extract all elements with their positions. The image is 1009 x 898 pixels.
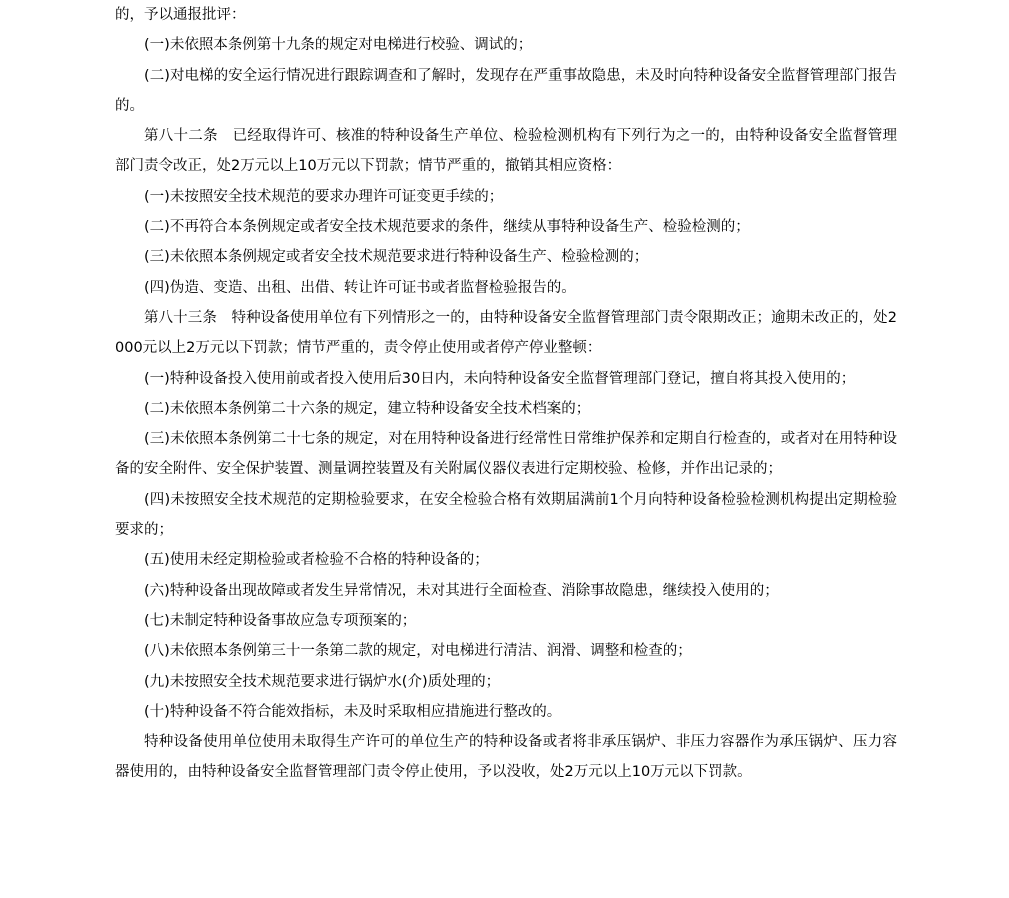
paragraph-8: 第八十三条 特种设备使用单位有下列情形之一的，由特种设备安全监督管理部门责令限期改正；逾期未改正的，处2000元以上2万元以下罚款；情节严重的，责令停止使用或者停产停业整顿： bbox=[115, 309, 897, 357]
paragraph-19: 特种设备使用单位使用未取得生产许可的单位生产的特种设备或者将非承压锅炉、非压力容器作为承压锅炉、压力容器使用的，由特种设备安全监督管理部门责令停止使用，予以没收，处2万元以上10万元以下罚款。 bbox=[115, 734, 897, 781]
paragraph-13: (五)使用未经定期检验或者检验不合格的特种设备的； bbox=[144, 552, 489, 569]
paragraph-12: (四)未按照安全技术规范的定期检验要求，在安全检验合格有效期届满前1个月向特种设备检验检测机构提出定期检验要求的； bbox=[115, 491, 897, 539]
paragraph-18: (十)特种设备不符合能效指标，未及时采取相应措施进行整改的。 bbox=[144, 703, 562, 720]
paragraph-17: (九)未按照安全技术规范要求进行锅炉水(介)质处理的； bbox=[144, 673, 501, 690]
paragraph-14: (六)特种设备出现故障或者发生异常情况，未对其进行全面检查、消除事故隐患，继续投入使用的； bbox=[144, 582, 779, 599]
paragraph-4: (一)未按照安全技术规范的要求办理许可证变更手续的； bbox=[144, 188, 504, 205]
paragraph-3: 第八十二条 已经取得许可、核准的特种设备生产单位、检验检测机构有下列行为之一的，由特种设备安全监督管理部门责令改正，处2万元以上10万元以下罚款；情节严重的，撤销其相应资格： bbox=[115, 128, 897, 175]
paragraph-5: (二)不再符合本条例规定或者安全技术规范要求的条件，继续从事特种设备生产、检验检测的； bbox=[144, 219, 750, 236]
document-body bbox=[115, 0, 897, 788]
paragraph-9: (一)特种设备投入使用前或者投入使用后30日内，未向特种设备安全监督管理部门登记，擅自将其投入使用的； bbox=[144, 370, 856, 387]
paragraph-7: (四)伪造、变造、出租、出借、转让许可证书或者监督检验报告的。 bbox=[144, 279, 576, 296]
paragraph-10: (二)未依照本条例第二十六条的规定，建立特种设备安全技术档案的； bbox=[144, 400, 591, 417]
paragraph-16: (八)未依照本条例第三十一条第二款的规定，对电梯进行清洁、润滑、调整和检查的； bbox=[144, 643, 692, 660]
paragraph-2: (二)对电梯的安全运行情况进行跟踪调查和了解时，发现存在严重事故隐患，未及时向特种设备安全监督管理部门报告的。 bbox=[115, 67, 897, 114]
paragraph-1: (一)未依照本条例第十九条的规定对电梯进行校验、调试的； bbox=[144, 37, 533, 54]
paragraph-15: (七)未制定特种设备事故应急专项预案的； bbox=[144, 612, 417, 629]
paragraph-11: (三)未依照本条例第二十七条的规定，对在用特种设备进行经常性日常维护保养和定期自行检查的，或者对在用特种设备的安全附件、安全保护装置、测量调控装置及有关附属仪器仪表进行定期校验、检修，并作出记录的； bbox=[115, 431, 897, 478]
paragraph-0: 的，予以通报批评： bbox=[115, 7, 246, 23]
paragraph-6: (三)未依照本条例规定或者安全技术规范要求进行特种设备生产、检验检测的； bbox=[144, 249, 649, 266]
